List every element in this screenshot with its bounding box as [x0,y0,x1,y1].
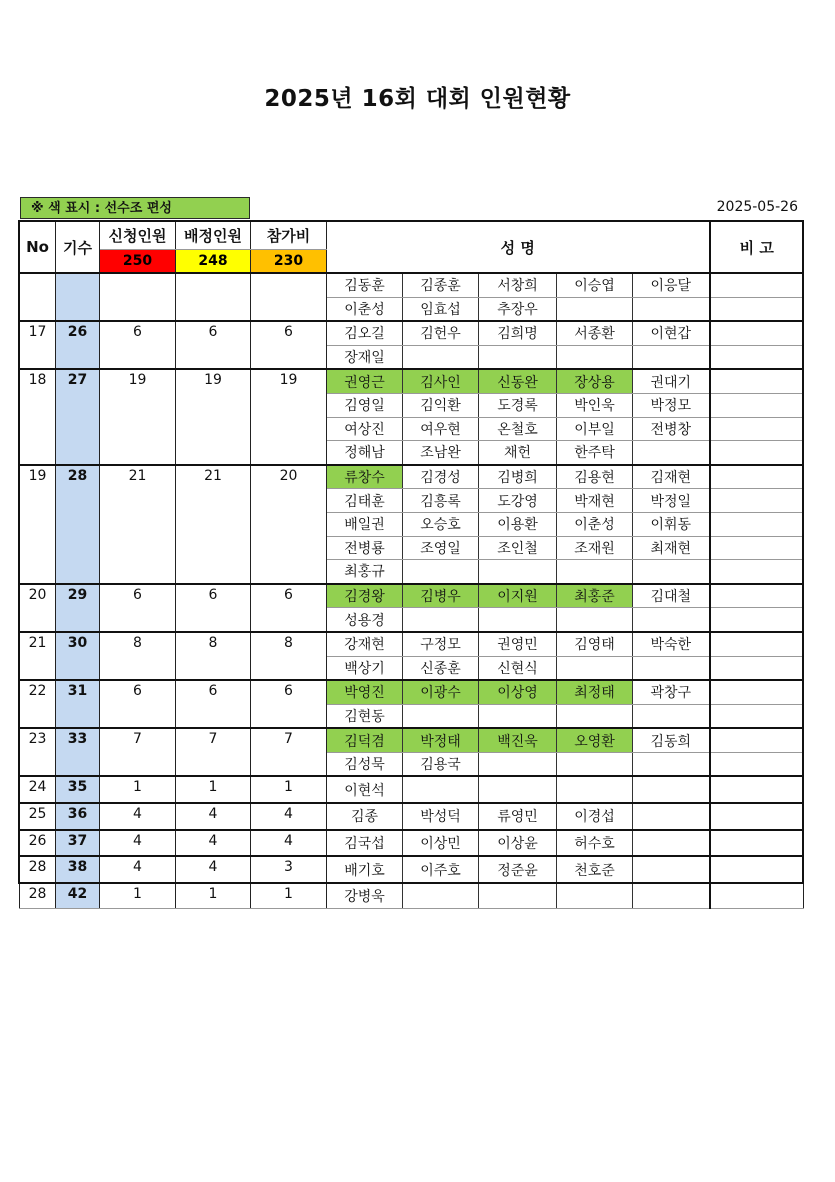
row-assigned: 4 [176,803,251,830]
row-assigned [176,273,251,321]
name-cell: 신종훈 [403,656,479,680]
name-cell: 박숙한 [633,632,710,656]
name-cell: 이경섭 [557,803,633,830]
row-no: 23 [20,728,56,776]
name-cell [557,752,633,776]
row-assigned: 4 [176,830,251,857]
row-assigned: 19 [176,369,251,464]
name-cell: 배기호 [327,856,403,883]
header-name: 성 명 [327,222,710,274]
row-fee: 3 [251,856,327,883]
remark-cell [710,465,804,489]
name-cell: 김흥록 [403,489,479,513]
remark-cell [710,512,804,536]
header-no: No [20,222,56,274]
row-cohort: 26 [56,321,100,369]
row-cohort: 38 [56,856,100,883]
name-cell [633,560,710,584]
row-assigned: 1 [176,883,251,909]
row-fee: 6 [251,680,327,728]
table-row [20,465,804,489]
name-cell: 강재현 [327,632,403,656]
row-no: 28 [20,856,56,883]
name-cell [633,345,710,369]
row-requested: 6 [100,680,176,728]
name-cell [403,608,479,632]
table-row [20,632,804,656]
remark-cell [710,273,804,297]
row-fee: 6 [251,321,327,369]
name-cell: 박인욱 [557,393,633,417]
name-cell [557,776,633,803]
name-cell [479,704,557,728]
row-fee: 1 [251,776,327,803]
name-cell [403,776,479,803]
remark-cell [710,803,804,830]
table-row [20,883,804,909]
row-requested: 1 [100,776,176,803]
name-cell: 김오길 [327,321,403,345]
name-cell [479,752,557,776]
name-cell [557,297,633,321]
row-fee: 4 [251,830,327,857]
row-cohort: 35 [56,776,100,803]
name-cell: 김병우 [403,584,479,608]
row-assigned: 6 [176,321,251,369]
table-row [20,369,804,393]
name-cell: 박정태 [403,728,479,752]
row-assigned: 1 [176,776,251,803]
name-cell: 배일권 [327,512,403,536]
remark-cell [710,560,804,584]
name-cell: 정해남 [327,441,403,465]
name-cell: 김사인 [403,369,479,393]
row-fee: 6 [251,584,327,632]
name-cell [633,704,710,728]
name-cell [633,656,710,680]
name-cell [557,704,633,728]
name-cell [633,297,710,321]
remark-cell [710,417,804,441]
name-cell: 강병욱 [327,883,403,909]
name-cell [403,560,479,584]
name-cell: 김덕겸 [327,728,403,752]
name-cell: 김용국 [403,752,479,776]
remark-cell [710,830,804,857]
name-cell: 이용환 [479,512,557,536]
roster-table [19,221,804,909]
table-row [20,680,804,704]
row-cohort: 31 [56,680,100,728]
remark-cell [710,608,804,632]
remark-cell [710,489,804,513]
name-cell: 김대철 [633,584,710,608]
name-cell [479,560,557,584]
name-cell: 김동희 [633,728,710,752]
remark-cell [710,584,804,608]
remark-cell [710,393,804,417]
name-cell: 이광수 [403,680,479,704]
name-cell [557,345,633,369]
row-requested: 1 [100,883,176,909]
name-cell: 이승엽 [557,273,633,297]
name-cell: 이부일 [557,417,633,441]
row-requested: 8 [100,632,176,680]
name-cell: 김종 [327,803,403,830]
name-cell: 이현석 [327,776,403,803]
name-cell [633,608,710,632]
row-no: 28 [20,883,56,909]
name-cell: 권영근 [327,369,403,393]
name-cell: 추장우 [479,297,557,321]
name-cell: 이춘성 [327,297,403,321]
row-fee: 4 [251,803,327,830]
name-cell [479,776,557,803]
name-cell: 백상기 [327,656,403,680]
name-cell: 성용경 [327,608,403,632]
assigned-total: 248 [176,250,251,274]
fee-total: 230 [251,250,327,274]
name-cell: 김경왕 [327,584,403,608]
name-cell: 박성덕 [403,803,479,830]
remark-cell [710,345,804,369]
name-cell: 최재현 [633,536,710,560]
name-cell: 김영일 [327,393,403,417]
name-cell: 김희명 [479,321,557,345]
name-cell: 서종환 [557,321,633,345]
row-no: 26 [20,830,56,857]
row-assigned: 21 [176,465,251,584]
row-no: 19 [20,465,56,584]
row-no [20,273,56,321]
row-cohort: 37 [56,830,100,857]
name-cell: 임효섭 [403,297,479,321]
table-row [20,803,804,830]
name-cell: 김익환 [403,393,479,417]
row-no: 22 [20,680,56,728]
row-requested: 19 [100,369,176,464]
name-cell: 이상윤 [479,830,557,857]
row-no: 24 [20,776,56,803]
row-no: 17 [20,321,56,369]
name-cell: 김현동 [327,704,403,728]
row-no: 18 [20,369,56,464]
name-cell: 류창수 [327,465,403,489]
name-cell: 김재현 [633,465,710,489]
name-cell [403,345,479,369]
name-cell: 신동완 [479,369,557,393]
name-cell [403,883,479,909]
name-cell: 박정모 [633,393,710,417]
name-cell: 최정태 [557,680,633,704]
remark-cell [710,883,804,909]
name-cell: 한주탁 [557,441,633,465]
row-fee: 8 [251,632,327,680]
row-requested: 4 [100,856,176,883]
row-cohort: 29 [56,584,100,632]
name-cell: 박재현 [557,489,633,513]
header-requested: 신청인원 [100,222,176,250]
table-row [20,776,804,803]
name-cell: 김헌우 [403,321,479,345]
name-cell [557,608,633,632]
row-requested: 4 [100,803,176,830]
name-cell: 김동훈 [327,273,403,297]
row-assigned: 4 [176,856,251,883]
name-cell: 김경성 [403,465,479,489]
name-cell: 천호준 [557,856,633,883]
row-no: 25 [20,803,56,830]
remark-cell [710,441,804,465]
row-requested: 6 [100,321,176,369]
row-no: 21 [20,632,56,680]
name-cell [633,830,710,857]
name-cell: 도경록 [479,393,557,417]
name-cell [557,883,633,909]
name-cell: 이주호 [403,856,479,883]
name-cell [633,441,710,465]
name-cell: 권대기 [633,369,710,393]
name-cell [557,656,633,680]
color-legend: ※ 색 표시 : 선수조 편성 [20,197,250,219]
name-cell: 박영진 [327,680,403,704]
row-requested [100,273,176,321]
name-cell: 정준윤 [479,856,557,883]
name-cell: 김영태 [557,632,633,656]
name-cell: 조남완 [403,441,479,465]
row-assigned: 6 [176,680,251,728]
row-fee [251,273,327,321]
name-cell: 곽창구 [633,680,710,704]
remark-cell [710,752,804,776]
row-fee: 7 [251,728,327,776]
name-cell [557,560,633,584]
name-cell: 오영환 [557,728,633,752]
name-cell: 오승호 [403,512,479,536]
name-cell: 여상진 [327,417,403,441]
row-cohort: 27 [56,369,100,464]
row-requested: 6 [100,584,176,632]
name-cell: 서창희 [479,273,557,297]
row-assigned: 8 [176,632,251,680]
name-cell: 이상영 [479,680,557,704]
name-cell: 김종훈 [403,273,479,297]
name-cell: 허수호 [557,830,633,857]
row-requested: 4 [100,830,176,857]
name-cell [479,883,557,909]
name-cell: 조인철 [479,536,557,560]
name-cell: 김성묵 [327,752,403,776]
header-remark: 비 고 [710,222,804,274]
name-cell [479,345,557,369]
remark-cell [710,856,804,883]
name-cell: 최홍규 [327,560,403,584]
row-cohort: 36 [56,803,100,830]
table-row [20,584,804,608]
table-row [20,728,804,752]
remark-cell [710,369,804,393]
page-title: 2025년 16회 대회 인원현황 [264,86,571,112]
name-cell: 전병창 [633,417,710,441]
name-cell: 이춘성 [557,512,633,536]
name-cell: 신현식 [479,656,557,680]
name-cell [633,752,710,776]
header-row [20,222,804,250]
row-no: 20 [20,584,56,632]
name-cell: 장재일 [327,345,403,369]
name-cell [633,803,710,830]
row-cohort: 33 [56,728,100,776]
name-cell: 최홍준 [557,584,633,608]
name-cell: 김병희 [479,465,557,489]
remark-cell [710,776,804,803]
header-assigned: 배정인원 [176,222,251,250]
name-cell: 이응달 [633,273,710,297]
name-cell: 김태훈 [327,489,403,513]
table-row [20,830,804,857]
name-cell: 김국섭 [327,830,403,857]
remark-cell [710,536,804,560]
name-cell: 조영일 [403,536,479,560]
table-row [20,273,804,297]
name-cell: 온철호 [479,417,557,441]
name-cell [633,883,710,909]
name-cell: 장상용 [557,369,633,393]
row-cohort [56,273,100,321]
report-date: 2025-05-26 [716,199,798,215]
name-cell [633,856,710,883]
remark-cell [710,728,804,752]
row-fee: 1 [251,883,327,909]
row-requested: 7 [100,728,176,776]
header-cohort: 기수 [56,222,100,274]
header-fee: 참가비 [251,222,327,250]
row-fee: 20 [251,465,327,584]
name-cell: 채헌 [479,441,557,465]
requested-total: 250 [100,250,176,274]
remark-cell [710,321,804,345]
name-cell: 이지원 [479,584,557,608]
remark-cell [710,297,804,321]
row-requested: 21 [100,465,176,584]
name-cell: 백진욱 [479,728,557,752]
row-cohort: 42 [56,883,100,909]
table-row [20,856,804,883]
row-assigned: 7 [176,728,251,776]
name-cell: 박정일 [633,489,710,513]
name-cell [633,776,710,803]
row-fee: 19 [251,369,327,464]
name-cell [479,608,557,632]
remark-cell [710,704,804,728]
name-cell: 여우현 [403,417,479,441]
row-assigned: 6 [176,584,251,632]
name-cell: 구정모 [403,632,479,656]
name-cell: 권영민 [479,632,557,656]
remark-cell [710,680,804,704]
remark-cell [710,632,804,656]
name-cell [403,704,479,728]
name-cell: 류영민 [479,803,557,830]
name-cell: 김용현 [557,465,633,489]
name-cell: 이휘동 [633,512,710,536]
row-cohort: 30 [56,632,100,680]
name-cell: 이상민 [403,830,479,857]
name-cell: 조재원 [557,536,633,560]
remark-cell [710,656,804,680]
name-cell: 전병룡 [327,536,403,560]
name-cell: 이현갑 [633,321,710,345]
name-cell: 도강영 [479,489,557,513]
row-cohort: 28 [56,465,100,584]
table-row [20,321,804,345]
